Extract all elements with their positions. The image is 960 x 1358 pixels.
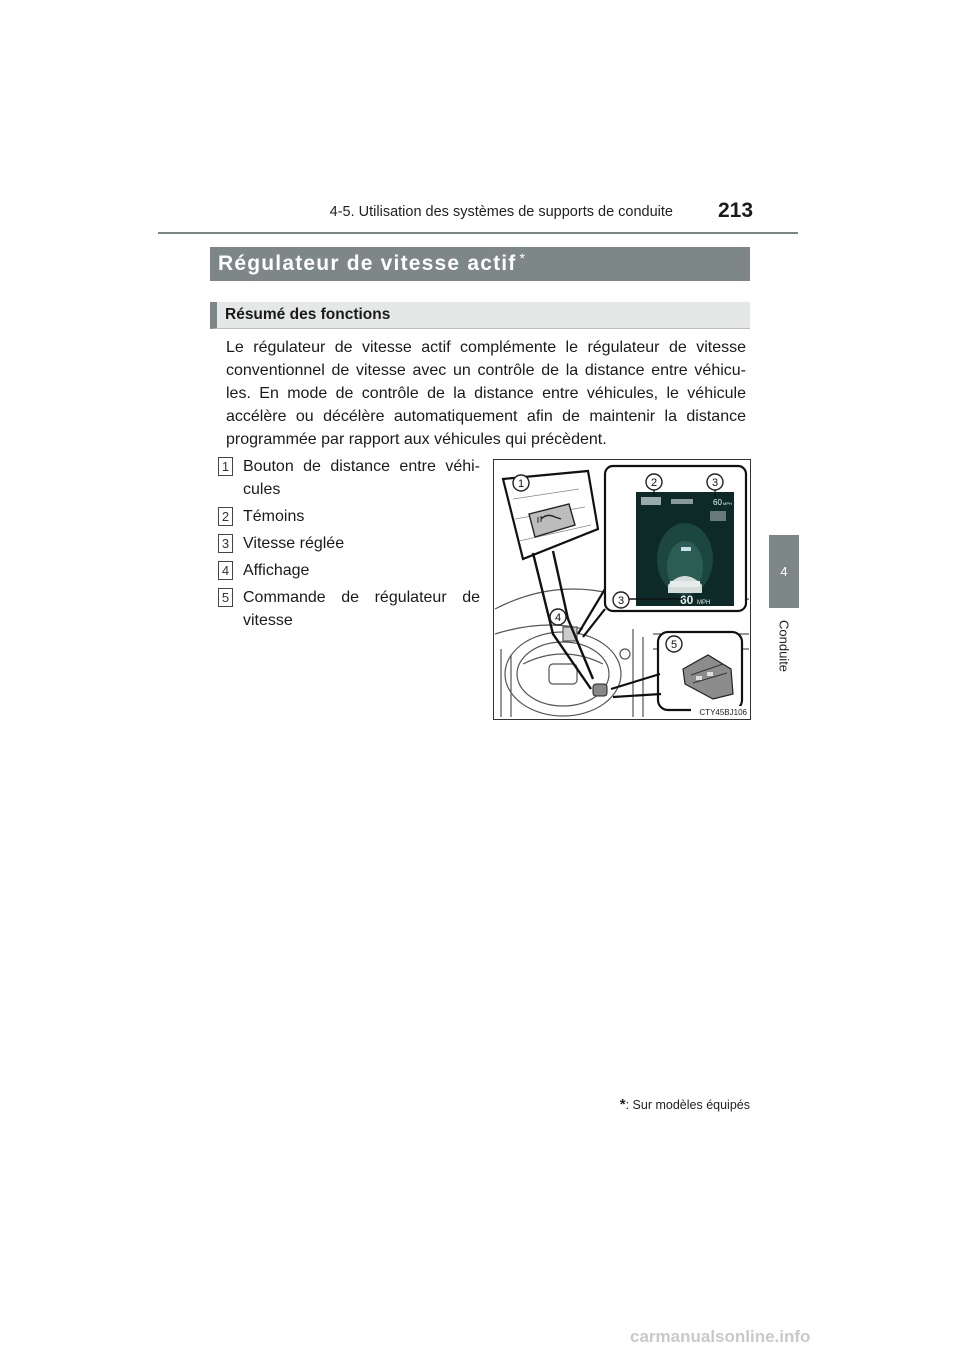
display-top-speed: 60 [713,498,722,507]
header-divider [158,232,798,234]
footnote-text: : Sur modèles équipés [625,1098,750,1112]
page-number: 213 [718,199,754,222]
legend-number: 2 [218,507,233,526]
display-set-unit: MPH [697,600,711,606]
legend-item [218,505,480,528]
callout-5 [666,636,682,652]
chapter-tab-label: Conduite [776,619,792,673]
display-top-unit: MPH [723,501,732,506]
legend-text: Vitesse réglée [243,535,345,552]
callout-3-bottom [613,592,629,608]
callout-4 [550,609,566,625]
callout-3-bottom-label: 3 [617,595,625,607]
chapter-tab-number: 4 [780,564,788,579]
intro-paragraph: Le régulateur de vitesse actif complémente le régulateur de vitesse conventionnel de vitesse avec un contrôle de la distance entre véhicu-les. En mode de contrôle de la distance entre véhicules, le véhicule accélère ou décélère automatiquement afin de maintenir la distance programmée par rapport aux véhicules qui précèdent. [226,339,746,448]
legend-number: 5 [218,588,233,607]
callout-1-label: 1 [517,478,525,490]
subsection-title: Résumé des fonctions [225,306,391,323]
subsection-title-bar [210,302,750,329]
header-section-title: 4-5. Utilisation des systèmes de supports de conduite [329,204,673,220]
legend-text: Affichage [243,562,310,579]
callout-1 [513,475,529,491]
legend-list [218,455,480,636]
legend-item [218,455,480,501]
legend-item [218,559,480,582]
legend-text: Bouton de distance entre véhi-cules [243,458,480,498]
display-set-speed: 60 [680,593,694,607]
watermark: carmanualsonline.info [630,1327,811,1346]
callout-4-label: 4 [554,612,562,624]
callout-3-top-label: 3 [711,477,719,489]
footnote [560,1096,750,1113]
legend-item [218,532,480,555]
footnote-marker: * [619,1096,626,1113]
legend-item [218,586,480,632]
equipped-marker: * [519,250,525,266]
legend-number: 1 [218,457,233,476]
legend-number: 3 [218,534,233,553]
callout-5-label: 5 [670,639,678,651]
legend-text: Témoins [243,508,305,525]
legend-text: Commande de régulateur de vitesse [243,589,480,629]
chapter-tab[interactable] [769,535,799,608]
figure-code: CTY45BJ106 [699,708,747,717]
legend-number: 4 [218,561,233,580]
cruise-control-illustration [493,459,751,720]
section-title: Régulateur de vitesse actif [218,252,517,275]
section-title-bar [210,247,750,281]
callout-2-label: 2 [650,477,658,489]
